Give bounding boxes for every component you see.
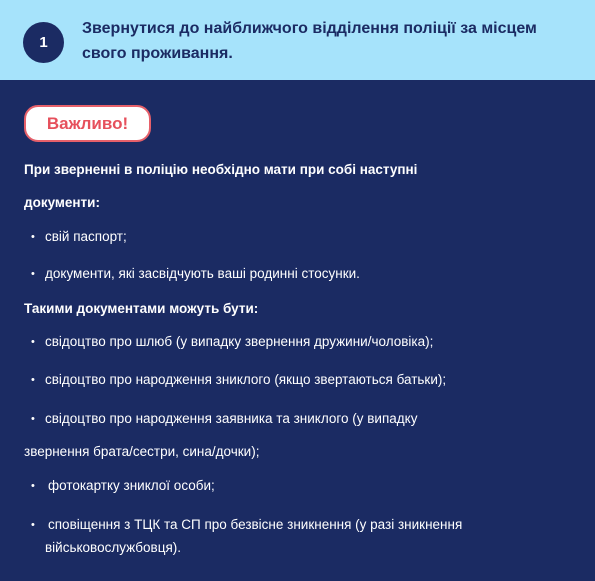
intro-line-1: При зверненні в поліцію необхідно мати при собі наступні bbox=[24, 162, 418, 177]
bullet-icon: • bbox=[31, 519, 35, 531]
required-doc-item: документи, які засвідчують ваші родинні стосунки. bbox=[45, 266, 360, 281]
example-doc-item: сповіщення з ТЦК та СП про безвісне зникнення (у разі зникнення bbox=[48, 517, 463, 532]
important-badge: Важливо! bbox=[24, 105, 151, 142]
example-doc-item: фотокартку зниклої особи; bbox=[48, 478, 215, 493]
examples-heading: Такими документами можуть бути: bbox=[24, 301, 259, 316]
content-panel bbox=[0, 80, 595, 581]
bullet-icon: • bbox=[31, 480, 35, 492]
bullet-icon: • bbox=[31, 374, 35, 386]
bullet-icon: • bbox=[31, 336, 35, 348]
step-header bbox=[0, 0, 595, 80]
step-number-badge: 1 bbox=[23, 22, 64, 63]
bullet-icon: • bbox=[31, 413, 35, 425]
step-title: Звернутися до найближчого відділення поліції за місцем свого проживання. bbox=[82, 20, 537, 62]
example-doc-item: свідоцтво про шлюб (у випадку звернення дружини/чоловіка); bbox=[45, 334, 434, 349]
example-doc-item-continuation: звернення брата/сестри, сина/дочки); bbox=[24, 444, 260, 459]
required-doc-item: свій паспорт; bbox=[45, 229, 127, 244]
example-doc-item-continuation: військовослужбовця). bbox=[45, 540, 182, 555]
bullet-icon: • bbox=[31, 268, 35, 280]
example-doc-item: свідоцтво про народження зниклого (якщо звертаються батьки); bbox=[45, 372, 447, 387]
intro-line-2: документи: bbox=[24, 195, 100, 210]
example-doc-item: свідоцтво про народження заявника та зниклого (у випадку bbox=[45, 411, 418, 426]
bullet-icon: • bbox=[31, 231, 35, 243]
